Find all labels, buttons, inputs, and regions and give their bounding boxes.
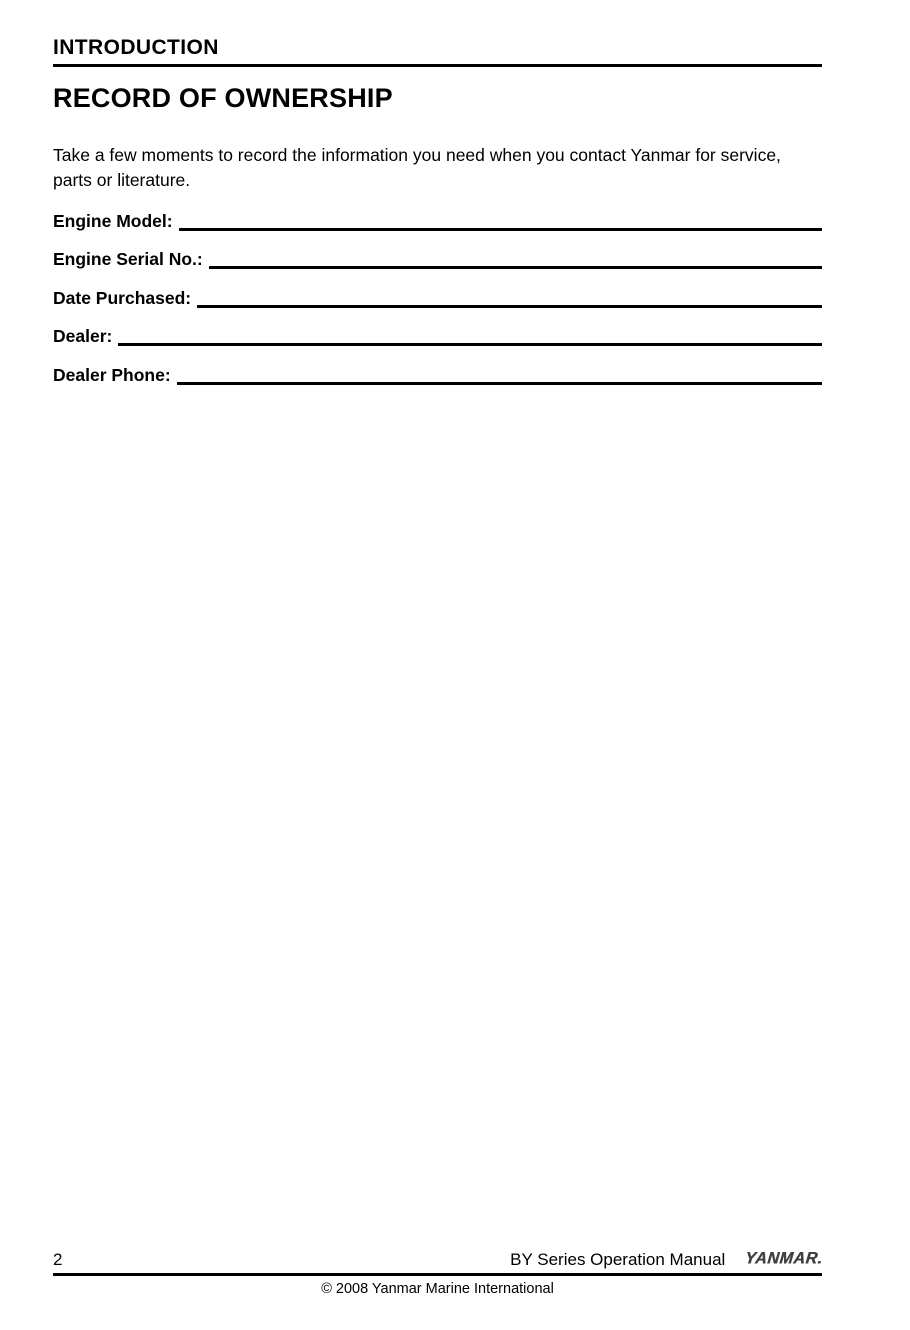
dealer-label: Dealer: [53,326,113,346]
page-footer [53,1250,825,1298]
engine-serial-blank-line [209,250,822,269]
date-purchased-blank-line [197,289,822,308]
engine-model-label: Engine Model: [53,210,173,231]
intro-paragraph: Take a few moments to record the information you need when you contact Yanmar for service, parts or literature. [53,145,781,190]
date-purchased-label: Date Purchased: [53,287,192,308]
dealer-phone-blank-line [177,366,822,385]
dealer-phone-label: Dealer Phone: [53,364,171,385]
page-title: RECORD OF OWNERSHIP [53,83,393,113]
footer-right-group [510,1250,825,1270]
field-row-engine-model [53,211,822,232]
field-row-dealer [53,326,822,347]
page-content [53,0,822,386]
yanmar-logo: YANMAR. [744,1250,825,1268]
footer-row [53,1250,825,1276]
field-row-engine-serial [53,249,822,270]
engine-serial-label: Engine Serial No.: [53,249,203,269]
ownership-form [53,211,822,386]
section-header: INTRODUCTION [53,37,822,67]
page-number: 2 [53,1250,63,1269]
manual-title: BY Series Operation Manual [510,1250,726,1269]
engine-model-blank-line [179,212,822,231]
field-row-date-purchased [53,288,822,309]
field-row-dealer-phone [53,365,822,386]
dealer-blank-line [118,327,822,346]
copyright-line: © 2008 Yanmar Marine International [321,1281,554,1297]
